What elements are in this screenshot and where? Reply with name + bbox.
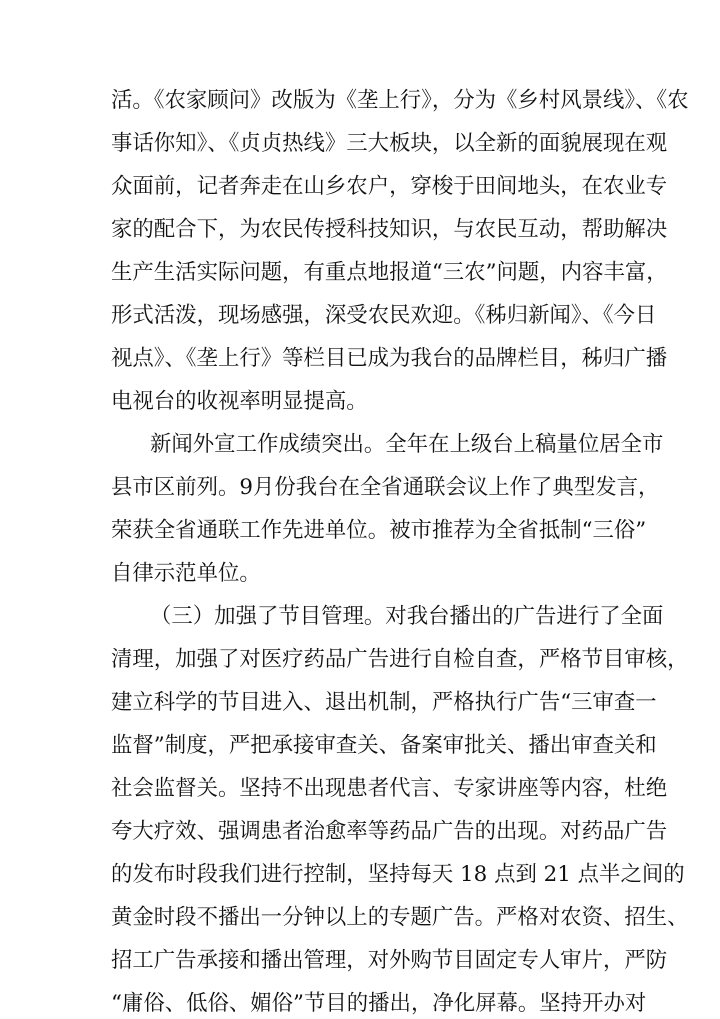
text-line: 活。《农家顾问》改版为《垄上行》，分为《乡村风景线》、《农: [111, 88, 689, 113]
text-line: 事话你知》、《贞贞热线》三大板块，以全新的面貌展现在观: [111, 131, 668, 156]
text-line: 自律示范单位。: [111, 561, 261, 586]
text-line: 清理，加强了对医疗药品广告进行自检自查，严格节目审核，: [111, 647, 689, 672]
text-line: 众面前，记者奔走在山乡农户，穿梭于田间地头，在农业专: [111, 174, 668, 199]
text-line: 视点》、《垄上行》等栏目已成为我台的品牌栏目，秭归广播: [111, 346, 668, 371]
text-line: 生产生活实际问题，有重点地报道“三农”问题，内容丰富，: [111, 260, 668, 285]
text-line: 监督”制度，严把承接审查关、备案审批关、播出审查关和: [111, 733, 657, 758]
text-line: 建立科学的节目进入、退出机制，严格执行广告“三审查一: [111, 690, 657, 715]
section-heading-line: （三）加强了节目管理。对我台播出的广告进行了全面: [150, 604, 664, 629]
text-line: 家的配合下，为农民传授科技知识，与农民互动，帮助解决: [111, 217, 668, 242]
text-line: “庸俗、低俗、媚俗”节目的播出，净化屏幕。坚持开办对: [111, 991, 647, 1016]
text-line: 荣获全省通联工作先进单位。被市推荐为全省抵制“三俗”: [111, 518, 647, 543]
paragraph-start-line: 新闻外宣工作成绩突出。全年在上级台上稿量位居全市: [150, 432, 664, 457]
text-line: 形式活泼，现场感强，深受农民欢迎。《秭归新闻》、《今日: [111, 303, 657, 328]
text-line: 招工广告承接和播出管理，对外购节目固定专人审片，严防: [111, 948, 668, 973]
text-line: 夸大疗效、强调患者治愈率等药品广告的出现。对药品广告: [111, 819, 668, 844]
text-line: 社会监督关。坚持不出现患者代言、专家讲座等内容，杜绝: [111, 776, 668, 801]
text-line: 电视台的收视率明显提高。: [111, 389, 368, 414]
text-line: 黄金时段不播出一分钟以上的专题广告。严格对农资、招生、: [111, 905, 689, 930]
text-line: 县市区前列。9月份我台在全省通联会议上作了典型发言，: [111, 475, 660, 500]
text-line: 的发布时段我们进行控制，坚持每天 18 点到 21 点半之间的: [111, 862, 685, 887]
